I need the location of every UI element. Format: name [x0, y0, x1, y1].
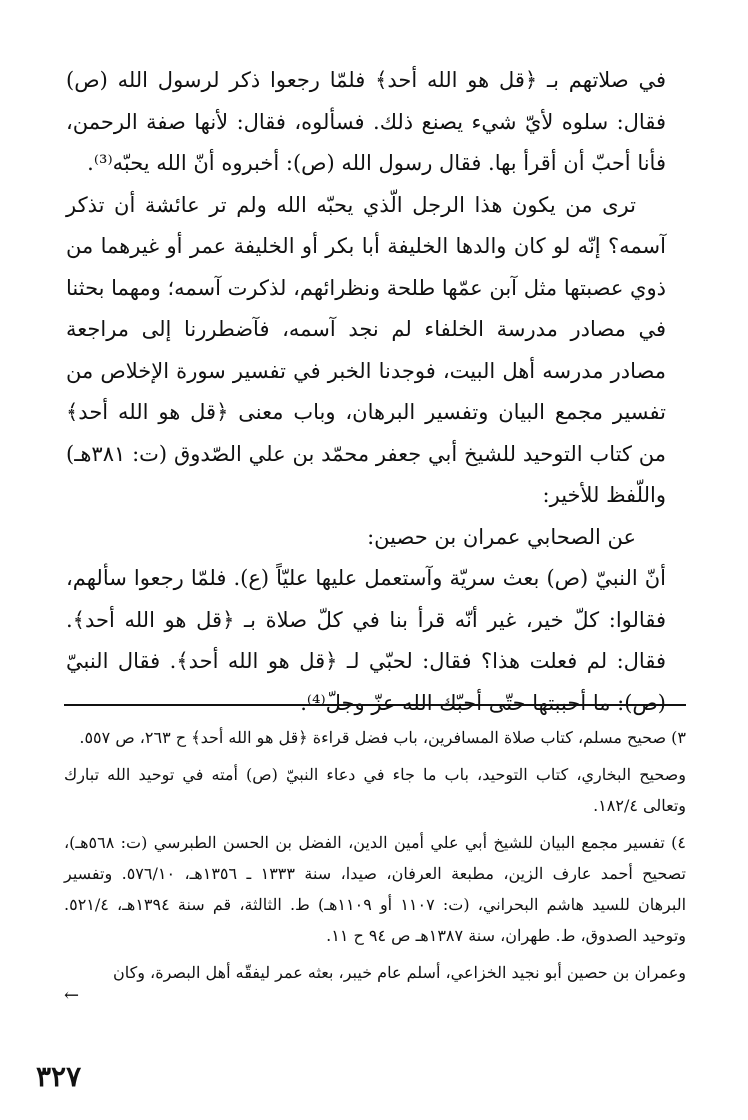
footnotes [64, 722, 686, 1004]
paragraph-1: في صلاتهم بـ ﴿قل هو الله أحد﴾ فلمّا رجعوا ذكر لرسول الله (ص) فقال: سلوه لأيّ شيء يصنع ذلك. فسألوه، فقال: لأنها صفة الرحمن، فأنا أحبّ أن أقرأ بها. فقال رسول الله (ص): أخبروه أنّ الله يحبّه⁽³⁾. [66, 68, 666, 175]
page-number: ٣٢٧ [36, 1060, 82, 1093]
paragraph-2: ترى من يكون هذا الرجل الّذي يحبّه الله ولم تر عائشة أن تذكر آسمه؟ إنّه لو كان والدها الخليفة أبا بكر أو الخليفة عمر أو غيرهما من ذوي عصبتها مثل آبن عمّها طلحة ونظرائهم، لذكرت آسمه؛ ومهما بحثنا في مصادر مدرسة الخلفاء لم نجد آسمه، فآضطررنا إلى مراجعة مصادر مدرسه أهل البيت، فوجدنا الخبر في تفسير سورة الإخلاص من تفسير مجمع البيان وتفسير البرهان، وباب معنى ﴿قل هو الله أحد﴾ من كتاب التوحيد للشيخ أبي جعفر محمّد بن علي الصّدوق (ت: ٣٨١هـ) واللّفظ للأخير: [66, 192, 666, 507]
paragraph-4: أنّ النبيّ (ص) بعث سريّة وآستعمل عليها عليّاً (ع). فلمّا رجعوا سألهم، فقالوا: كلّ خير، غير أنّه قرأ بنا في كلّ صلاة بـ ﴿قل هو الله أحد﴾. فقال: لم فعلت هذا؟ فقال: لحبّي لـ ﴿قل هو الله أحد﴾. فقال النبيّ (ص): ما أحببتها حتّى أحبّك الله عزّ وجلّ⁽⁴⁾. [66, 566, 666, 715]
main-text [66, 60, 666, 724]
paragraph-3: عن الصحابي عمران بن حصين: [367, 524, 636, 549]
footnote-3-continued: وصحيح البخاري، كتاب التوحيد، باب ما جاء في دعاء النبيّ (ص) أمته في توحيد الله تبارك وتعالى ١٨٢/٤. [64, 765, 686, 815]
footnote-4-continued: وعمران بن حصين أبو نجيد الخزاعي، أسلم عام خيبر، بعثه عمر ليفقّه أهل البصرة، وكان [113, 963, 686, 982]
footnote-4: ٤) تفسير مجمع البيان للشيخ أبي علي أمين الدين، الفضل بن الحسن الطبرسي (ت: ٥٦٨هـ)، تصحيح أحمد عارف الزين، مطبعة العرفان، صيدا، سنة ١٣٣٣ ـ ١٣٥٦هـ، ٥٧٦/١٠. وتفسير البرهان للسيد هاشم البحراني، (ت: ١١٠٧ أو ١١٠٩هـ) ط. الثالثة، قم سنة ١٣٩٤هـ، ٥٢١/٤. وتوحيد الصدوق، ط. طهران، سنة ١٣٨٧هـ ص ٩٤ ح ١١. [64, 833, 687, 945]
continued-arrow-icon: ← [64, 985, 80, 1006]
footnote-3: ٣) صحيح مسلم، كتاب صلاة المسافرين، باب فضل قراءة ﴿قل هو الله أحد﴾ ح ٢٦٣، ص ٥٥٧. [79, 728, 686, 747]
footnote-divider [64, 704, 686, 706]
